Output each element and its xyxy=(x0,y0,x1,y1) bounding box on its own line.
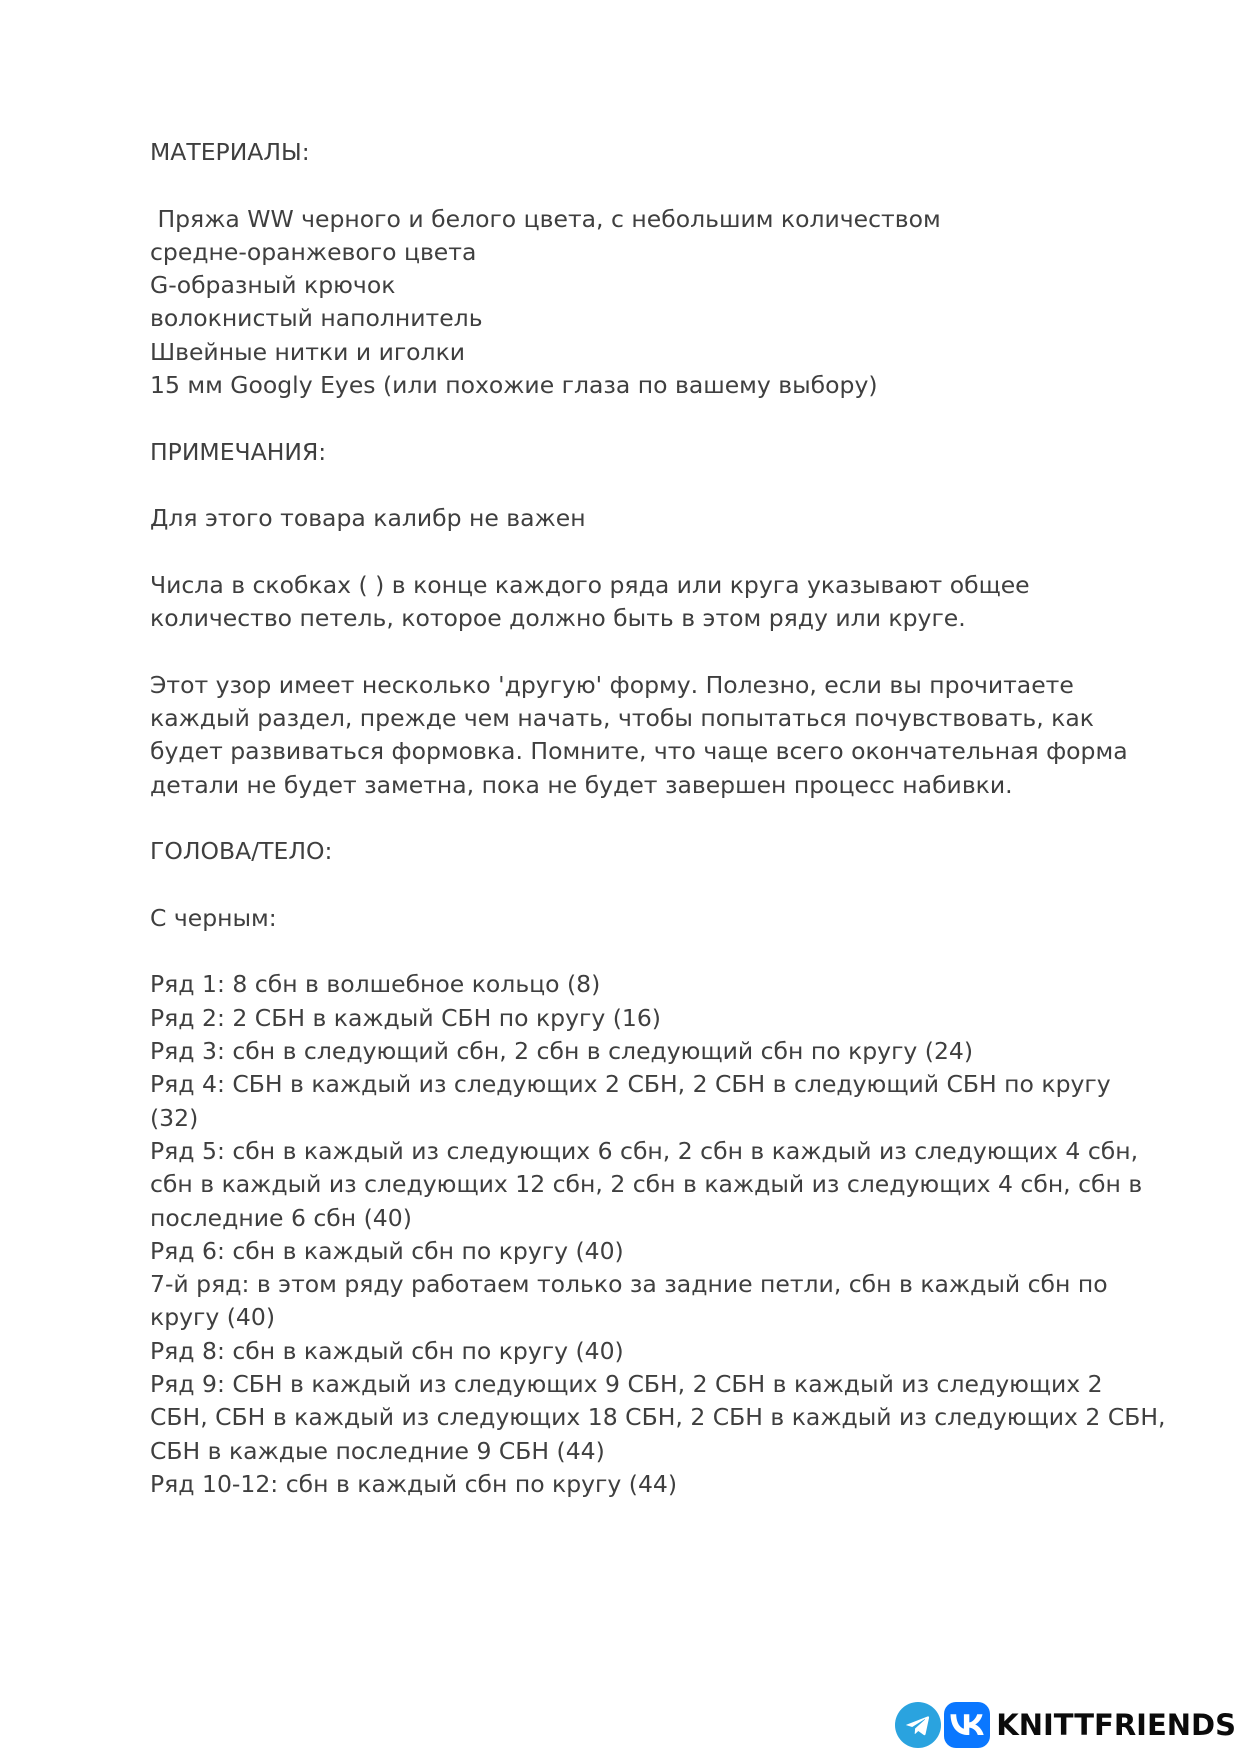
row-instruction: Ряд 2: 2 СБН в каждый СБН по кругу (16) xyxy=(150,1003,661,1032)
material-line: Пряжа WW черного и белого цвета, с небольшим количеством xyxy=(150,204,941,233)
material-line: G-образный крючок xyxy=(150,271,396,300)
row-instruction: Ряд 1: 8 сбн в волшебное кольцо (8) xyxy=(150,970,601,999)
row-instruction: Ряд 8: сбн в каждый сбн по кругу (40) xyxy=(150,1336,624,1365)
blank-line xyxy=(150,469,1110,502)
vk-icon xyxy=(944,1702,990,1748)
row-instruction: Ряд 5: сбн в каждый из следующих 6 сбн, 2 сбн в каждый из следующих 4 сбн, xyxy=(150,1136,1139,1165)
row-instruction: Ряд 9: СБН в каждый из следующих 9 СБН, 2 СБН в каждый из следующих 2 xyxy=(150,1369,1103,1398)
row-instruction: 7-й ряд: в этом ряду работаем только за задние петли, сбн в каждый сбн по xyxy=(150,1270,1108,1299)
telegram-icon xyxy=(895,1702,941,1748)
row-instruction: СБН в каждые последние 9 СБН (44) xyxy=(150,1436,605,1465)
row-instruction: Ряд 3: сбн в следующий сбн, 2 сбн в следующий сбн по кругу (24) xyxy=(150,1037,974,1066)
note-paragraph: Для этого товара калибр не важен xyxy=(150,504,586,533)
blank-line xyxy=(150,802,1110,835)
blank-line xyxy=(150,635,1110,668)
note-paragraph: каждый раздел, прежде чем начать, чтобы попытаться почувствовать, как xyxy=(150,704,1094,733)
heading-head-body: ГОЛОВА/ТЕЛО: xyxy=(150,837,333,866)
blank-line xyxy=(150,402,1110,435)
material-line: 15 мм Googly Eyes (или похожие глаза по вашему выбору) xyxy=(150,371,878,400)
note-paragraph: Этот узор имеет несколько 'другую' форму. Полезно, если вы прочитаете xyxy=(150,670,1074,699)
note-paragraph: детали не будет заметна, пока не будет завершен процесс набивки. xyxy=(150,770,1013,799)
row-instruction: кругу (40) xyxy=(150,1303,275,1332)
note-paragraph: количество петель, которое должно быть в этом ряду или круге. xyxy=(150,604,966,633)
document-body xyxy=(150,136,1166,1501)
row-instruction: сбн в каждый из следующих 12 сбн, 2 сбн в каждый из следующих 4 сбн, сбн в xyxy=(150,1170,1143,1199)
brand-name: KNITTFRIENDS xyxy=(996,1708,1236,1742)
material-line: средне-оранжевого цвета xyxy=(150,237,477,266)
note-paragraph: будет развиваться формовка. Помните, что чаще всего окончательная форма xyxy=(150,737,1128,766)
material-line: Швейные нитки и иголки xyxy=(150,337,466,366)
row-instruction: Ряд 10-12: сбн в каждый сбн по кругу (44) xyxy=(150,1469,678,1498)
blank-line xyxy=(150,536,1110,569)
blank-line xyxy=(150,935,1110,968)
color-instruction: С черным: xyxy=(150,903,277,932)
row-instruction: (32) xyxy=(150,1103,199,1132)
material-line: волокнистый наполнитель xyxy=(150,304,483,333)
row-instruction: СБН, СБН в каждый из следующих 18 СБН, 2 СБН в каждый из следующих 2 СБН, xyxy=(150,1403,1166,1432)
heading-materials: МАТЕРИАЛЫ: xyxy=(150,138,310,166)
note-paragraph: Числа в скобках ( ) в конце каждого ряда или круга указывают общее xyxy=(150,570,1030,599)
heading-notes: ПРИМЕЧАНИЯ: xyxy=(150,437,327,466)
row-instruction: последние 6 сбн (40) xyxy=(150,1203,412,1232)
blank-line xyxy=(150,869,1110,902)
row-instruction: Ряд 4: СБН в каждый из следующих 2 СБН, 2 СБН в следующий СБН по кругу xyxy=(150,1070,1111,1099)
watermark-logo xyxy=(895,1701,1236,1749)
row-instruction: Ряд 6: сбн в каждый сбн по кругу (40) xyxy=(150,1236,624,1265)
blank-line xyxy=(150,169,1110,202)
